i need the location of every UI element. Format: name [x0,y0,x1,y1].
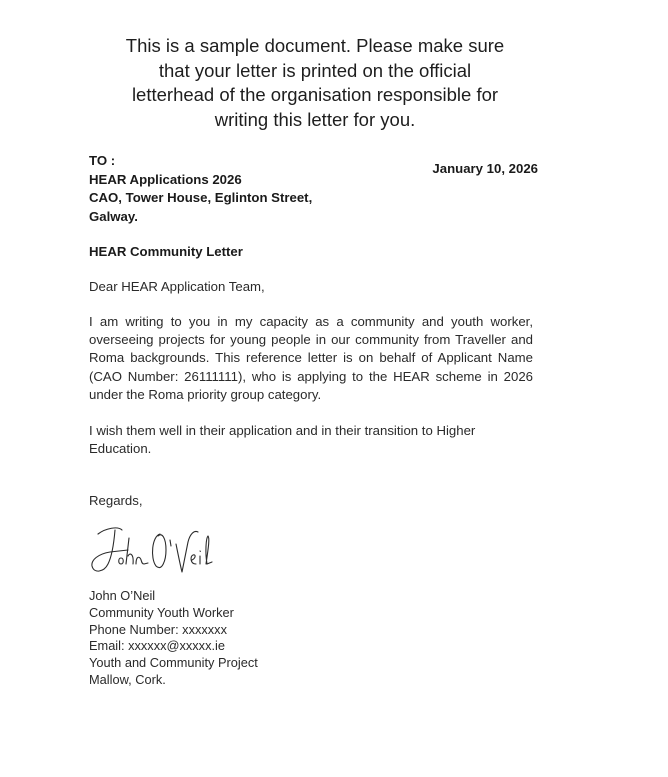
sender-details [89,588,258,689]
signature-icon [88,520,238,576]
body-paragraph: I am writing to you in my capacity as a community and youth worker, overseeing projects for young people in our community from Traveller and Roma backgrounds. This reference letter is on behalf of Applicant Name (CAO Number: 26111111), who is applying to the HEAR scheme in 2026 under the Roma priority group category. [89,314,533,402]
recipient-label: TO : [89,153,116,168]
sender-name: John O’Neil [89,588,156,603]
notice-line: that your letter is printed on the official [158,59,472,81]
recipient-line: CAO, Tower House, Eglinton Street, [89,190,313,205]
handwritten-signature [88,520,238,576]
closing: Regards, [89,493,143,508]
sender-title: Community Youth Worker [89,604,234,620]
sender-phone: Phone Number: xxxxxxx [89,621,227,637]
recipient-line: Galway. [89,208,138,224]
recipient-address [89,152,312,226]
body-paragraph: I wish them well in their application and in their transition to Higher Education. [89,423,476,457]
sender-email: Email: xxxxxx@xxxxx.ie [89,638,225,654]
sample-document-notice [100,34,530,132]
notice-line: This is a sample document. Please make sure [125,35,505,56]
notice-line: writing this letter for you. [214,108,416,130]
sender-location: Mallow, Cork. [89,671,166,687]
letter-date: January 10, 2026 [432,161,538,176]
notice-line: letterhead of the organisation responsible for [131,84,499,105]
letter-subject: HEAR Community Letter [89,244,243,259]
recipient-line: HEAR Applications 2026 [89,171,242,187]
sender-organisation: Youth and Community Project [89,655,258,671]
salutation: Dear HEAR Application Team, [89,279,265,294]
